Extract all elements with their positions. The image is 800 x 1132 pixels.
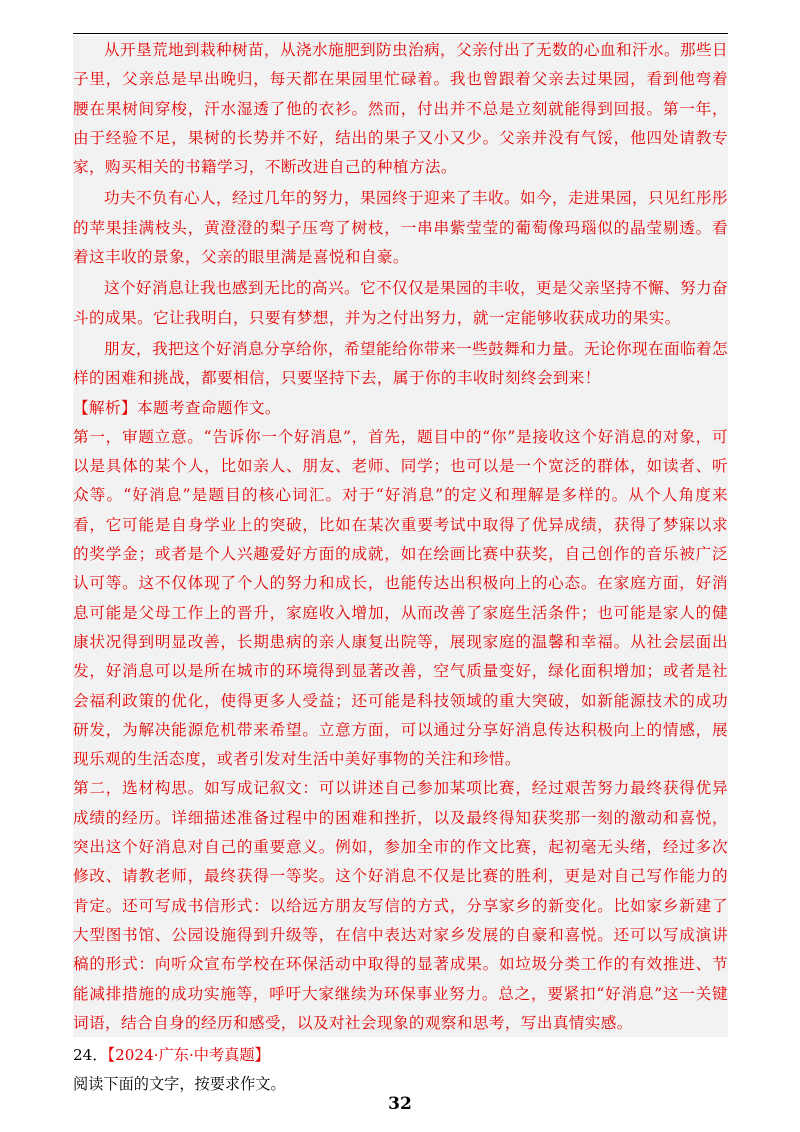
analysis-intro: 本题考查命题作文。 bbox=[136, 398, 281, 417]
question-header bbox=[73, 1041, 728, 1070]
next-question bbox=[73, 1041, 728, 1099]
analysis-label: 【解析】 bbox=[73, 398, 137, 417]
page-number: 32 bbox=[388, 1094, 412, 1114]
top-rule bbox=[73, 33, 728, 34]
question-instruction: 阅读下面的文字，按要求作文。 bbox=[73, 1075, 286, 1093]
analysis-heading bbox=[73, 394, 728, 423]
essay-paragraph-2: 功夫不负有心人，经过几年的努力，果园终于迎来了丰收。如今，走进果园，只见红彤彤的苹果挂满枝头，黄澄澄的梨子压弯了树枝，一串串紫莹莹的葡萄像玛瑙似的晶莹剔透。看着这丰收的景象，父亲的眼里满是喜悦和自豪。 bbox=[73, 189, 728, 267]
question-source-tag: 【2024·广东·中考真题】 bbox=[107, 1046, 270, 1064]
essay-paragraph-1: 从开垦荒地到栽种树苗，从浇水施肥到防虫治病，父亲付出了无数的心血和汗水。那些日子里，父亲总是早出晚归，每天都在果园里忙碌着。我也曾跟着父亲去过果园，看到他弯着腰在果树间穿梭，汗水湿透了他的衣衫。然而，付出并不总是立刻就能得到回报。第一年，由于经验不足，果树的长势并不好，结出的果子又小又少。父亲并没有气馁，他四处请教专家，购买相关的书籍学习，不断改进自己的种植方法。 bbox=[73, 41, 728, 177]
essay-paragraph-4: 朋友，我把这个好消息分享给你，希望能给你带来一些鼓舞和力量。无论你现在面临着怎样的困难和挑战，都要相信，只要坚持下去，属于你的丰收时刻终会到来！ bbox=[73, 339, 728, 388]
answer-content bbox=[73, 36, 728, 1038]
analysis-point-1: 第一，审题立意。“告诉你一个好消息”，首先，题目中的“你”是接收这个好消息的对象，可以是具体的某个人，比如亲人、朋友、老师、同学；也可以是一个宽泛的群体，如读者、听众等。“好消息”是题目的核心词汇。对于“好消息”的定义和理解是多样的。从个人角度来看，它可能是自身学业上的突破，比如在某次重要考试中取得了优异成绩，获得了梦寐以求的奖学金；或者是个人兴趣爱好方面的成就，如在绘画比赛中获奖，自己创作的音乐被广泛认可等。这不仅体现了个人的努力和成长，也能传达出积极向上的心态。在家庭方面，好消息可能是父母工作上的晋升，家庭收入增加，从而改善了家庭生活条件；也可能是家人的健康状况得到明显改善，长期患病的亲人康复出院等，展现家庭的温馨和幸福。从社会层面出发，好消息可以是所在城市的环境得到显著改善，空气质量变好，绿化面积增加；或者是社会福利政策的优化，使得更多人受益；还可能是科技领域的重大突破，如新能源技术的成功研发，为解决能源危机带来希望。立意方面，可以通过分享好消息传达积极向上的情感，展现乐观的生活态度，或者引发对生活中美好事物的关注和珍惜。 bbox=[73, 427, 728, 769]
essay-paragraph-3: 这个好消息让我也感到无比的高兴。它不仅仅是果园的丰收，更是父亲坚持不懈、努力奋斗的成果。它让我明白，只要有梦想，并为之付出努力，就一定能够收获成功的果实。 bbox=[73, 279, 728, 327]
analysis-point-2: 第二，选材构思。如写成记叙文：可以讲述自己参加某项比赛，经过艰苦努力最终获得优异成绩的经历。详细描述准备过程中的困难和挫折，以及最终得知获奖那一刻的激动和喜悦，突出这个好消息对自己的重要意义。例如，参加全市的作文比赛，起初毫无头绪，经过多次修改、请教老师，最终获得一等奖。这个好消息不仅是比赛的胜利，更是对自己写作能力的肯定。还可写成书信形式：以给远方朋友写信的方式，分享家乡的新变化。比如家乡新建了大型图书馆、公园设施得到升级等，在信中表达对家乡发展的自豪和喜悦。还可以写成演讲稿的形式：向听众宣布学校在环保活动中取得的显著成果。如垃圾分类工作的有效推进、节能减排措施的成功实施等，呼吁大家继续为环保事业努力。总之，要紧扣“好消息”这一关键词语，结合自身的经历和感受，以及对社会现象的观察和思考，写出真情实感。 bbox=[73, 779, 728, 1032]
question-number: 24． bbox=[73, 1046, 108, 1064]
